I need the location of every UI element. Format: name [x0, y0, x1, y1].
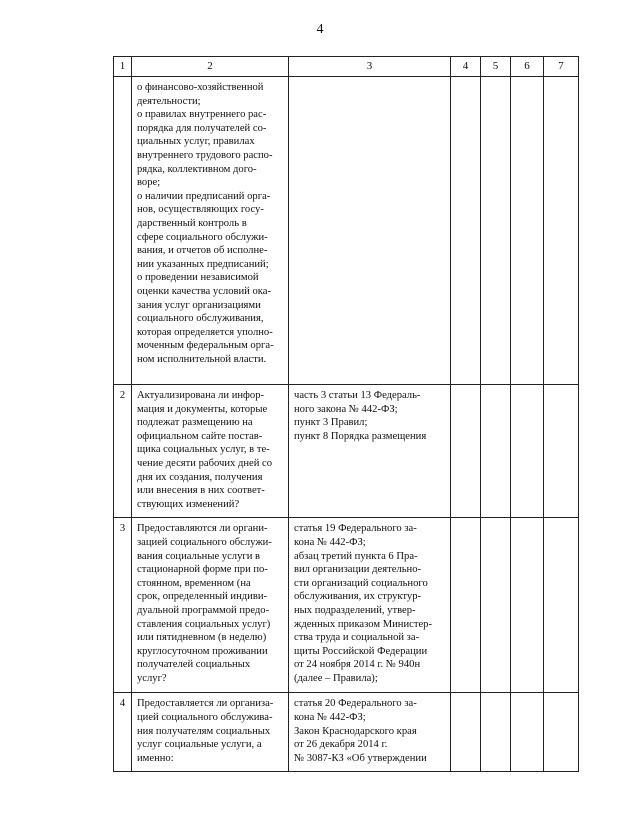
notes-cell — [544, 77, 579, 385]
answer-cell — [451, 693, 481, 772]
row-number: 2 — [119, 390, 126, 401]
legal-basis-text: часть 3 статьи 13 Федераль- ного закона № 442-ФЗ; пункт 3 Правил; пункт 8 Порядка размещения — [294, 390, 427, 442]
legal-basis-cell — [289, 77, 451, 385]
question-text: Актуализирована ли инфор- мация и документы, которые подлежат размещению на официальном сайте постав- щика социальных услуг, в те- чение десяти рабочих дней со дня их создания, получения или внесения в них соответ- ствующих изменений? — [137, 390, 273, 510]
column-header-7: 7 — [544, 57, 579, 77]
column-header-4: 4 — [451, 57, 481, 77]
answer-cell — [511, 693, 544, 772]
answer-cell — [451, 518, 481, 693]
answer-cell — [511, 385, 544, 518]
question-text: о финансово-хозяйственной деятельности; о правилах внутреннего рас- порядка для получателей со- циальных услуг, правилах внутреннего трудового распо- рядка, коллективном дого- воре; о наличии предписаний орга- нов, осуществляющих госу- дарственный контроль в сфере социального обслужи- вания, и отчетов об исполне- нии указанных предписаний; о проведении независимой оценки качества условий ока- зания услуг организациями социального обслуживания, которая определяется уполно- моченным федеральным орга- ном исполнительной власти. — [137, 82, 274, 365]
answer-cell — [451, 77, 481, 385]
table-row — [114, 77, 579, 385]
row-number-cell — [114, 77, 132, 385]
column-header-2: 2 — [132, 57, 289, 77]
column-header-5: 5 — [481, 57, 511, 77]
answer-cell — [481, 518, 511, 693]
question-cell — [132, 693, 289, 772]
answer-cell — [481, 77, 511, 385]
table-row — [114, 518, 579, 693]
row-number: 3 — [119, 523, 126, 535]
legal-basis-text — [289, 77, 450, 87]
row-number: 4 — [119, 698, 126, 710]
column-header-6: 6 — [511, 57, 544, 77]
notes-cell — [544, 385, 579, 518]
legal-basis-text: статья 19 Федерального за- кона № 442-ФЗ; абзац третий пункта 6 Пра- вил организации деятельно- сти организаций социального обслуживания, их структур- ных подразделений, утвер- жденных приказом Министер- ства труда и социальной за- щиты Российской Федерации от 24 ноября 2014 г. № 940н (далее – Правила); — [294, 523, 432, 684]
question-cell — [132, 77, 289, 385]
question-cell — [132, 385, 289, 518]
notes-cell — [544, 518, 579, 693]
row-number-cell — [114, 385, 132, 518]
notes-cell — [544, 693, 579, 772]
legal-basis-cell — [289, 693, 451, 772]
table-row — [114, 385, 579, 518]
question-text: Предоставляются ли органи- зацией социального обслужи- вания социальные услуги в стационарной форме при по- стоянном, временном (на срок, определенный индиви- дуальной программой предо- ставления социальных услуг) или пятидневном (в неделю) круглосуточном проживании получателей социальных услуг? — [137, 523, 272, 684]
legal-basis-cell — [289, 518, 451, 693]
column-header-3: 3 — [289, 57, 451, 77]
row-number-cell — [114, 518, 132, 693]
answer-cell — [481, 385, 511, 518]
legal-basis-text: статья 20 Федерального за- кона № 442-ФЗ; Закон Краснодарского края от 26 декабря 2014 г. № 3087-КЗ «Об утверждении — [294, 698, 427, 764]
column-header-1: 1 — [114, 57, 132, 77]
answer-cell — [511, 518, 544, 693]
page-number: 4 — [316, 22, 324, 37]
legal-basis-cell — [289, 385, 451, 518]
answer-cell — [451, 385, 481, 518]
row-number — [114, 77, 131, 87]
question-text: Предоставляется ли организа- цией социального обслужива- ния получателям социальных услуг социальные услуги, а именно: — [137, 698, 274, 764]
table-header-row — [114, 57, 579, 77]
table-row — [114, 693, 579, 772]
row-number-cell — [114, 693, 132, 772]
answer-cell — [511, 77, 544, 385]
answer-cell — [481, 693, 511, 772]
question-cell — [132, 518, 289, 693]
checklist-table — [113, 56, 579, 772]
